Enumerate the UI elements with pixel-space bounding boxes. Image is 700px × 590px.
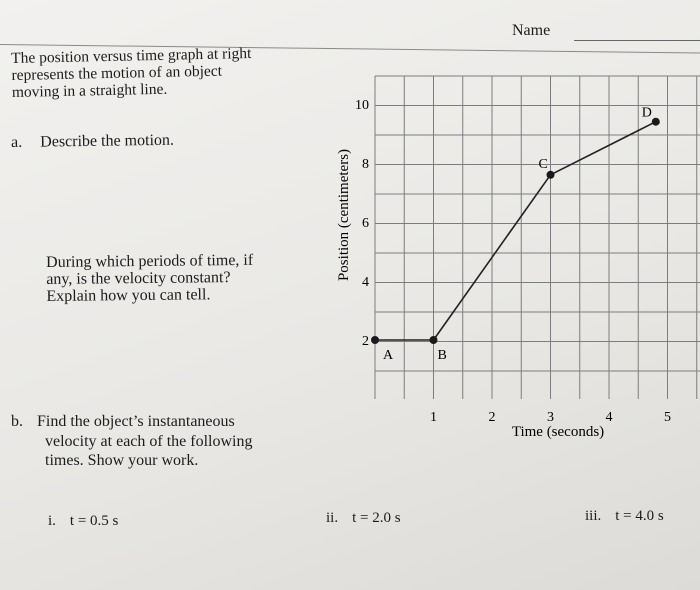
data-point <box>371 336 379 344</box>
graph-ticks <box>355 98 671 425</box>
data-point <box>430 336 438 344</box>
point-label: C <box>538 156 548 172</box>
question-a-label: a. <box>11 133 23 151</box>
y-tick-label: 8 <box>362 157 369 172</box>
question-b-line: Find the object’s instantaneous <box>37 413 235 430</box>
x-tick-label: 5 <box>664 410 671 425</box>
time-prompt-label: ii. <box>326 510 339 526</box>
y-axis-label: Position (centimeters) <box>336 148 352 282</box>
graph-segment <box>551 122 656 175</box>
time-prompt-expr: t = 0.5 s <box>69 513 119 529</box>
intro-line: The position versus time graph at right <box>11 44 252 67</box>
time-prompt-label: i. <box>48 513 56 529</box>
time-prompt-expr: t = 4.0 s <box>615 508 664 524</box>
intro-line: represents the motion of an object <box>11 62 223 84</box>
time-prompt-expr: t = 2.0 s <box>352 510 401 526</box>
name-label: Name <box>512 22 551 39</box>
followup-line: During which periods of time, if <box>46 251 254 271</box>
question-b-line: times. Show your work. <box>45 452 199 469</box>
x-tick-label: 4 <box>605 410 613 425</box>
x-tick-label: 3 <box>547 410 554 425</box>
x-tick-label: 1 <box>430 410 437 425</box>
followup-line: any, is the velocity constant? <box>46 269 231 288</box>
graph-series <box>371 106 660 363</box>
question-b-line: velocity at each of the following <box>45 433 253 450</box>
intro-line: moving in a straight line. <box>11 80 168 101</box>
question-b-label: b. <box>11 413 23 430</box>
point-label: D <box>641 105 652 121</box>
x-axis-label: Time (seconds) <box>511 424 605 440</box>
data-point <box>547 171 555 179</box>
y-tick-label: 6 <box>362 216 369 231</box>
data-point <box>652 118 660 126</box>
y-tick-label: 10 <box>355 98 369 113</box>
x-tick-label: 2 <box>488 410 496 425</box>
question-a-text: Describe the motion. <box>40 131 175 151</box>
time-prompt-label: iii. <box>585 508 602 524</box>
point-label: A <box>383 348 394 363</box>
point-label: B <box>437 348 447 363</box>
y-tick-label: 4 <box>362 275 369 290</box>
y-tick-label: 2 <box>362 334 369 349</box>
followup-line: Explain how you can tell. <box>46 286 211 305</box>
